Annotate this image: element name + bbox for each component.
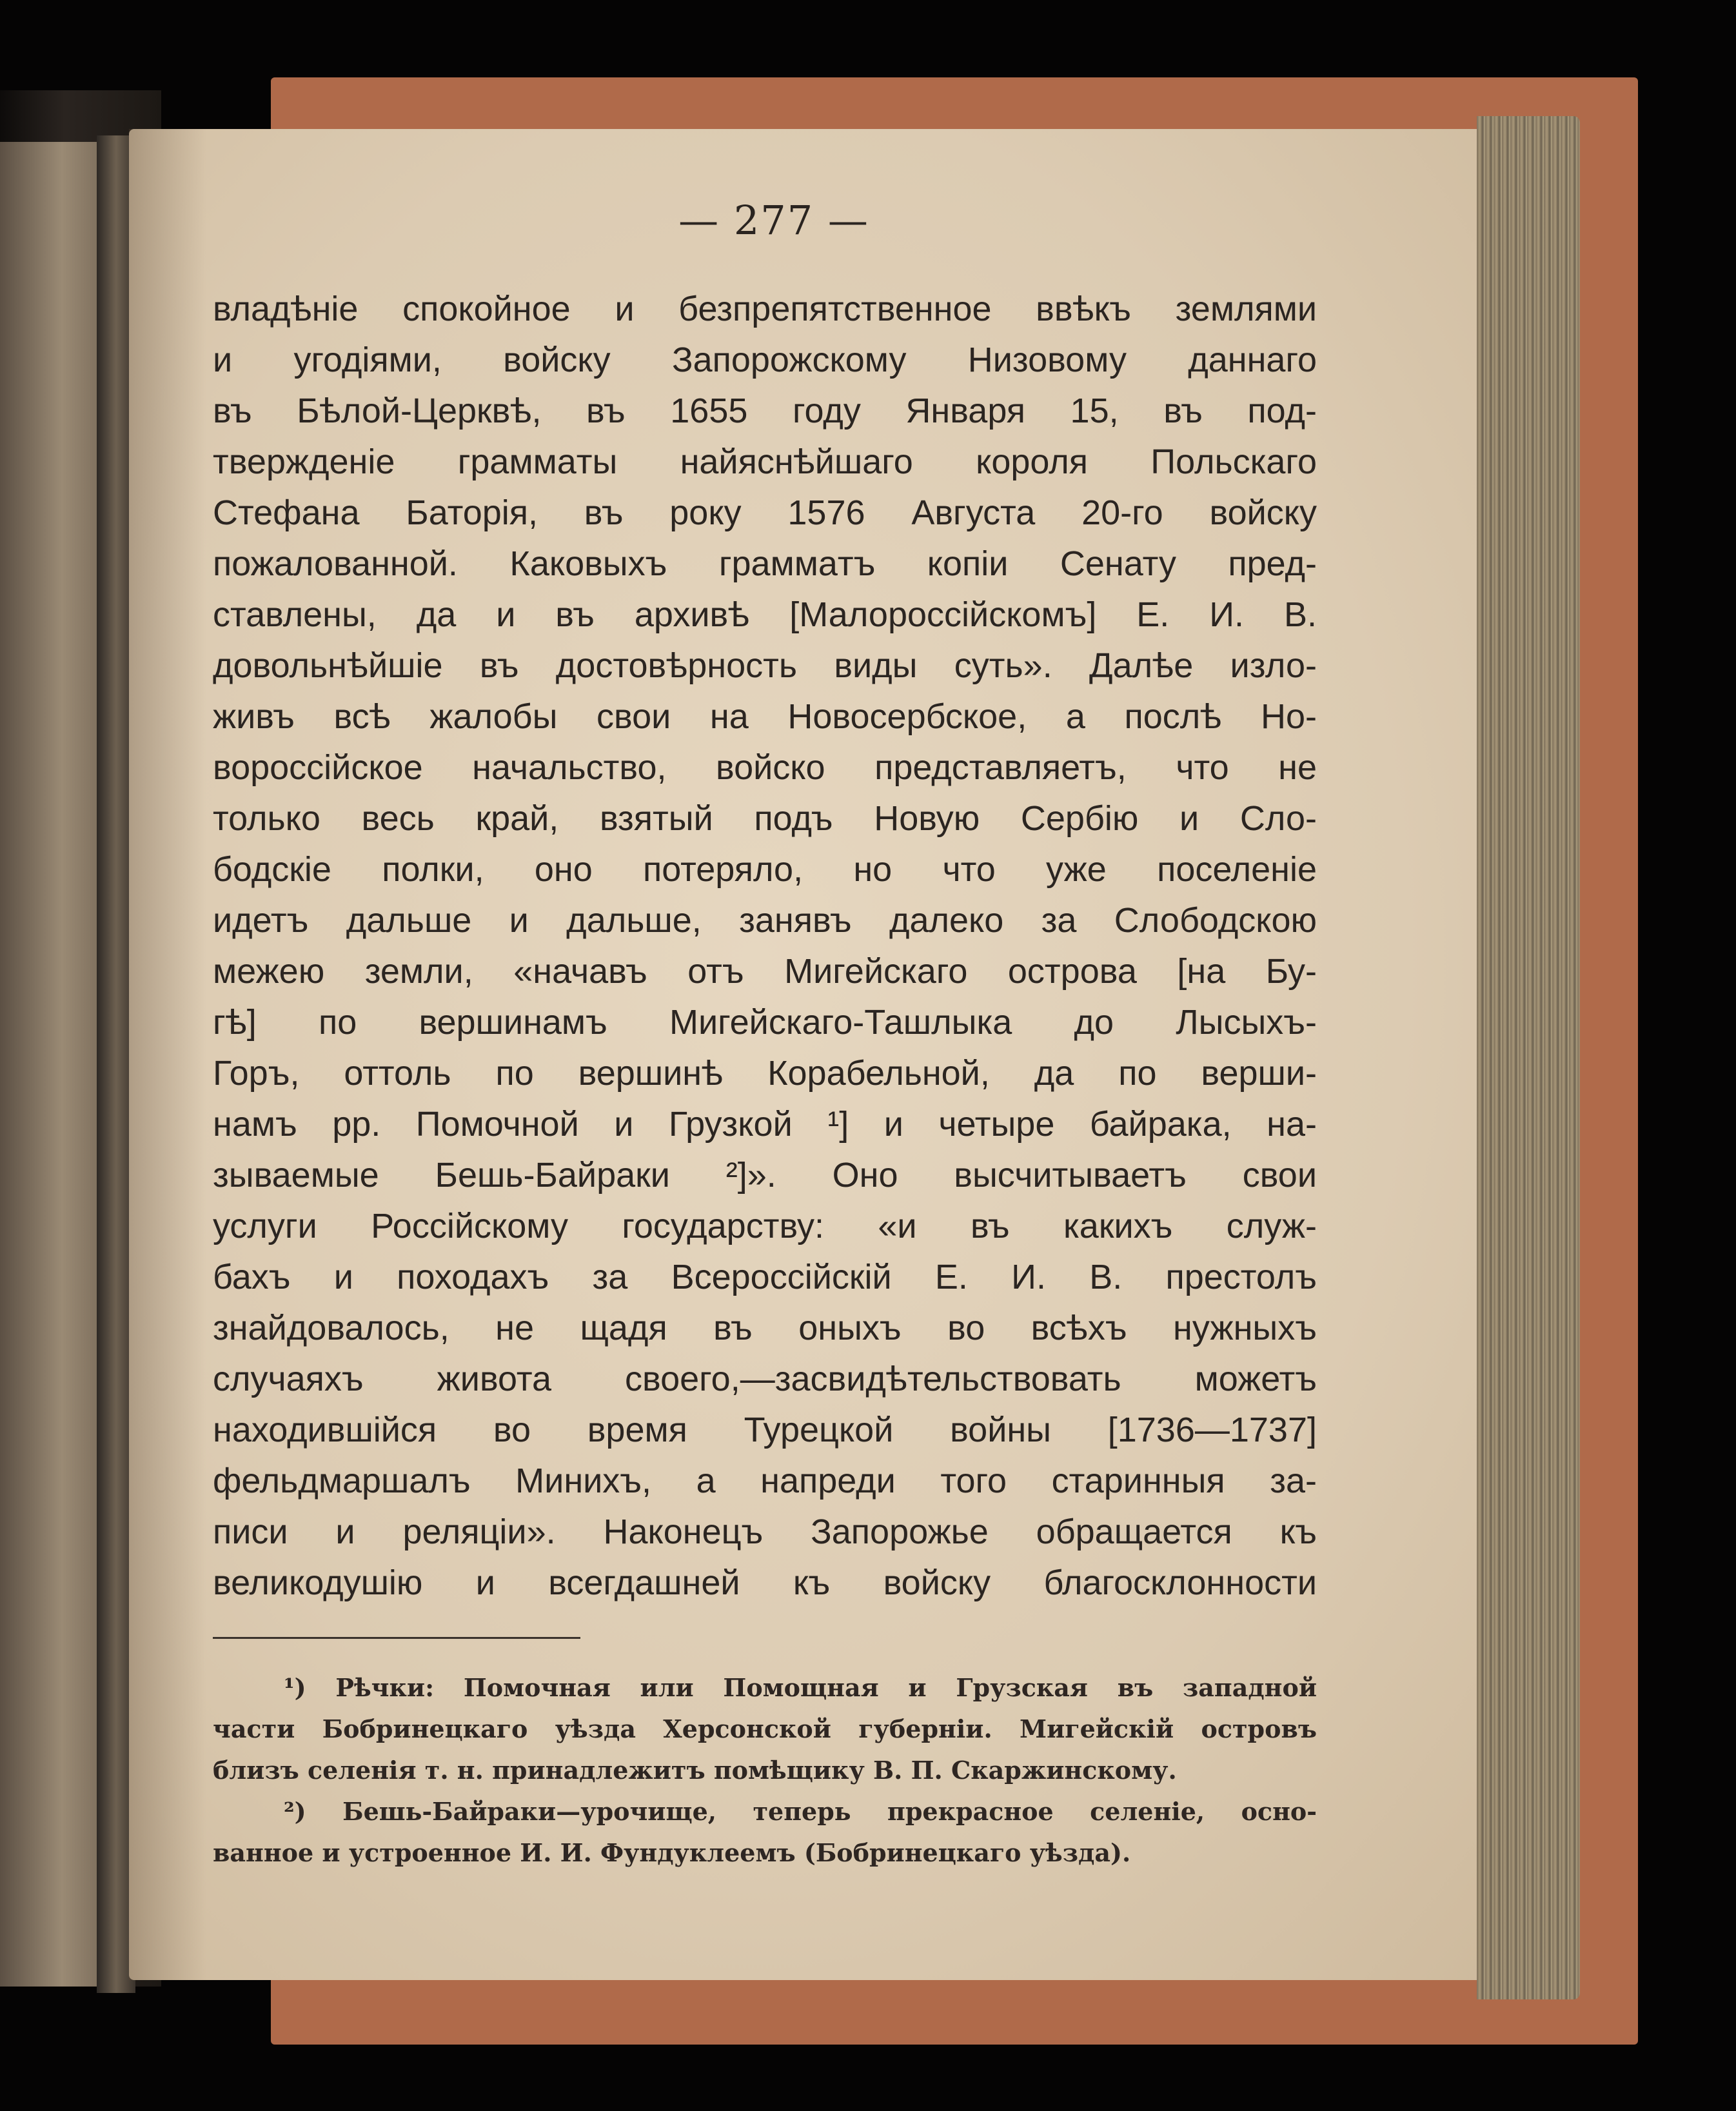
text-line: случаяхъ живота своего,—засвидѣтельствовать можетъ [213, 1360, 1317, 1398]
text-line: Горъ, оттоль по вершинѣ Корабельной, да по верши- [213, 1054, 1317, 1093]
text-line: фельдмаршалъ Минихъ, а напреди того старинныя за- [213, 1462, 1317, 1500]
text-line: владѣніе спокойное и безпрепятственное ввѣкъ землями [213, 290, 1317, 328]
page-number: — 277 — [678, 197, 869, 244]
text-line: довольнѣйшіе въ достовѣрность виды суть». Далѣе изло- [213, 646, 1317, 685]
text-line: находившійся во время Турецкой войны [1736—1737] [213, 1411, 1317, 1449]
text-line: бахъ и походахъ за Всероссійскій Е. И. В. престолъ [213, 1258, 1317, 1296]
footnote-line: части Бобринецкаго уѣзда Херсонской губерніи. Мигейскій островъ [213, 1714, 1317, 1743]
footnote-line: ванное и устроенное И. И. Фундуклеемъ (Бобринецкаго уѣзда). [213, 1838, 1131, 1867]
text-line: только весь край, взятый подъ Новую Сербію и Сло- [213, 799, 1317, 838]
text-line: гѣ] по вершинамъ Мигейскаго-Ташлыка до Лысыхъ- [213, 1003, 1317, 1042]
text-line: и угодіями, войску Запорожскому Низовому даннаго [213, 341, 1317, 379]
text-line: въ Бѣлой-Церквѣ, въ 1655 году Января 15, въ под- [213, 391, 1317, 430]
gutter-shadow [129, 129, 206, 1980]
page-edges [1477, 116, 1580, 1999]
footnote-line: близъ селенія т. н. принадлежитъ помѣщику В. П. Скаржинскому. [213, 1756, 1177, 1785]
text-line: ставлены, да и въ архивѣ [Малороссійскомъ] Е. И. В. [213, 595, 1317, 634]
body-text [213, 284, 1317, 1609]
text-line: писи и реляціи». Наконецъ Запорожье обращается къ [213, 1512, 1317, 1551]
text-line: Стефана Баторія, въ року 1576 Августа 20-го войску [213, 493, 1317, 532]
text-line: вороссійское начальство, войско представляетъ, что не [213, 748, 1317, 787]
footnote-line: ¹) Рѣчки: Помочная или Помощная и Грузская въ западной [284, 1673, 1317, 1702]
text-line: живъ всѣ жалобы свои на Новосербское, а послѣ Но- [213, 697, 1317, 736]
text-line: намъ рр. Помочной и Грузкой ¹] и четыре байрака, на- [213, 1105, 1317, 1144]
text-line: бодскіе полки, оно потеряло, но что уже поселеніе [213, 850, 1317, 889]
text-line: межею земли, «начавъ отъ Мигейскаго острова [на Бу- [213, 952, 1317, 991]
footnotes [213, 1667, 1317, 1874]
text-line: великодушію и всегдашней къ войску благосклонности [213, 1563, 1317, 1602]
text-line: идетъ дальше и дальше, занявъ далеко за Слободскою [213, 901, 1317, 940]
text-line: знайдовалось, не щадя въ оныхъ во всѣхъ нужныхъ [213, 1309, 1317, 1347]
left-page-edge [0, 142, 103, 1987]
footnote-line: ²) Бешь-Байраки—урочище, теперь прекрасное селеніе, осно- [284, 1797, 1317, 1826]
text-line: пожалованной. Каковыхъ граммaтъ копіи Сенату пред- [213, 544, 1317, 583]
text-line: твержденіе граммaты найяснѣйшаго короля Польскаго [213, 442, 1317, 481]
footnote-divider [213, 1637, 580, 1639]
text-line: услуги Россійскому государству: «и въ какихъ служ- [213, 1207, 1317, 1245]
text-line: зываемые Бешь-Байраки ²]». Оно высчитываетъ свои [213, 1156, 1317, 1194]
